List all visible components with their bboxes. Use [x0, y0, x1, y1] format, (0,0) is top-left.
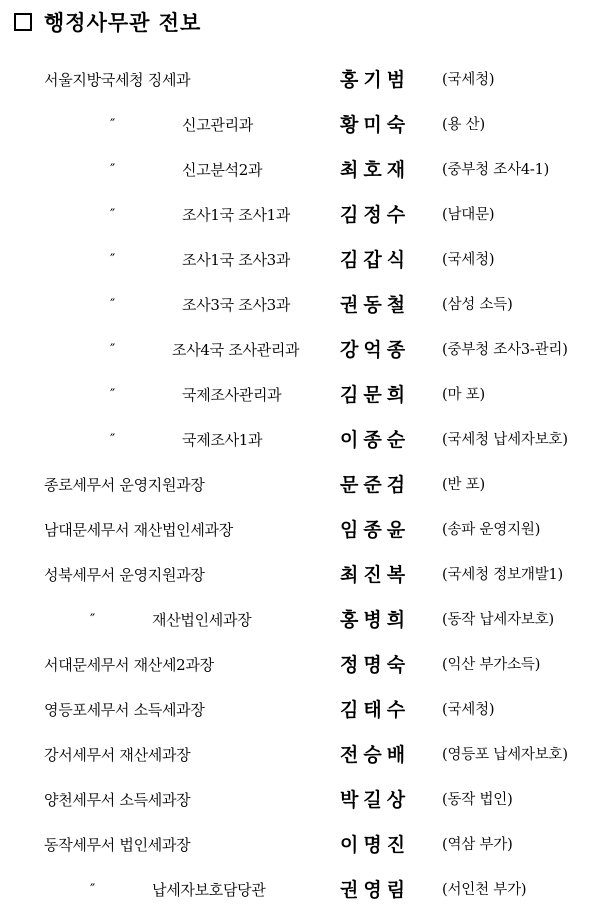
- person-name: 전승배: [340, 744, 411, 766]
- office-text: 동작세무서 법인세과장: [44, 836, 191, 854]
- square-bullet-icon: [14, 13, 32, 31]
- office-text: 조사3국 조사3과: [182, 296, 291, 314]
- office-text: 남대문세무서 재산법인세과장: [44, 521, 233, 539]
- office-text: 조사4국 조사관리과: [172, 341, 300, 359]
- previous-post: (송파 운영지원): [442, 522, 541, 538]
- ditto-mark: ″: [110, 117, 116, 133]
- previous-post: (국세청 정보개발1): [442, 567, 563, 583]
- person-name: 박길상: [340, 789, 411, 811]
- previous-post: (남대문): [442, 207, 495, 223]
- previous-post: (동작 법인): [442, 792, 513, 808]
- previous-post: (익산 부가소득): [442, 657, 541, 673]
- person-name: 황미숙: [340, 114, 411, 136]
- office-text: 성북세무서 운영지원과장: [44, 566, 205, 584]
- previous-post: (중부청 조사4-1): [442, 162, 550, 178]
- office-text: 서대문세무서 재산세2과장: [44, 656, 214, 674]
- person-name: 이명진: [340, 834, 411, 856]
- person-name: 최호재: [340, 159, 411, 181]
- ditto-mark: ″: [110, 162, 116, 178]
- office-text: 국제조사1과: [182, 431, 263, 449]
- list-item: [0, 643, 616, 688]
- ditto-mark: ″: [110, 297, 116, 313]
- office-text: 납세자보호담당관: [152, 881, 266, 899]
- person-name: 권동철: [340, 294, 411, 316]
- previous-post: (국세청 납세자보호): [442, 432, 568, 448]
- previous-post: (역삼 부가): [442, 837, 513, 853]
- office-text: 국제조사관리과: [182, 386, 282, 404]
- previous-post: (반 포): [442, 477, 485, 493]
- list-item: [0, 58, 616, 103]
- list-item: [0, 598, 616, 643]
- person-name: 김갑식: [340, 249, 411, 271]
- list-item: [0, 778, 616, 823]
- office-text: 양천세무서 소득세과장: [44, 791, 191, 809]
- list-item: [0, 868, 616, 913]
- list-item: [0, 733, 616, 778]
- previous-post: (영등포 납세자보호): [442, 747, 568, 763]
- ditto-mark: ″: [110, 252, 116, 268]
- person-name: 김문희: [340, 384, 411, 406]
- person-name: 권영림: [340, 879, 411, 901]
- office-text: 신고분석2과: [182, 161, 263, 179]
- person-name: 강억종: [340, 339, 411, 361]
- list-item: [0, 553, 616, 598]
- previous-post: (용 산): [442, 117, 485, 133]
- list-item: [0, 283, 616, 328]
- ditto-mark: ″: [110, 207, 116, 223]
- previous-post: (마 포): [442, 387, 485, 403]
- personnel-list: [0, 58, 616, 913]
- list-item: [0, 373, 616, 418]
- list-item: [0, 508, 616, 553]
- list-item: [0, 148, 616, 193]
- office-text: 조사1국 조사1과: [182, 206, 291, 224]
- previous-post: (서인천 부가): [442, 882, 527, 898]
- person-name: 문준검: [340, 474, 411, 496]
- list-item: [0, 193, 616, 238]
- ditto-mark: ″: [90, 882, 96, 898]
- list-item: [0, 238, 616, 283]
- person-name: 임종윤: [340, 519, 411, 541]
- list-item: [0, 328, 616, 373]
- office-text: 서울지방국세청 징세과: [44, 71, 191, 89]
- section-heading: [14, 6, 201, 38]
- ditto-mark: ″: [110, 387, 116, 403]
- person-name: 정명숙: [340, 654, 411, 676]
- previous-post: (동작 납세자보호): [442, 612, 554, 628]
- office-text: 신고관리과: [182, 116, 253, 134]
- page-title: 행정사무관 전보: [44, 11, 202, 35]
- list-item: [0, 463, 616, 508]
- list-item: [0, 823, 616, 868]
- ditto-mark: ″: [110, 432, 116, 448]
- previous-post: (국세청): [442, 702, 495, 718]
- previous-post: (중부청 조사3-관리): [442, 342, 568, 358]
- office-text: 조사1국 조사3과: [182, 251, 291, 269]
- person-name: 홍병희: [340, 609, 411, 631]
- person-name: 김태수: [340, 699, 411, 721]
- list-item: [0, 103, 616, 148]
- office-text: 종로세무서 운영지원과장: [44, 476, 205, 494]
- person-name: 홍기범: [340, 69, 411, 91]
- previous-post: (국세청): [442, 72, 495, 88]
- person-name: 김정수: [340, 204, 411, 226]
- office-text: 영등포세무서 소득세과장: [44, 701, 205, 719]
- list-item: [0, 418, 616, 463]
- previous-post: (국세청): [442, 252, 495, 268]
- previous-post: (삼성 소득): [442, 297, 513, 313]
- ditto-mark: ″: [90, 612, 96, 628]
- ditto-mark: ″: [110, 342, 116, 358]
- office-text: 재산법인세과장: [152, 611, 252, 629]
- person-name: 이종순: [340, 429, 411, 451]
- list-item: [0, 688, 616, 733]
- office-text: 강서세무서 재산세과장: [44, 746, 191, 764]
- person-name: 최진복: [340, 564, 411, 586]
